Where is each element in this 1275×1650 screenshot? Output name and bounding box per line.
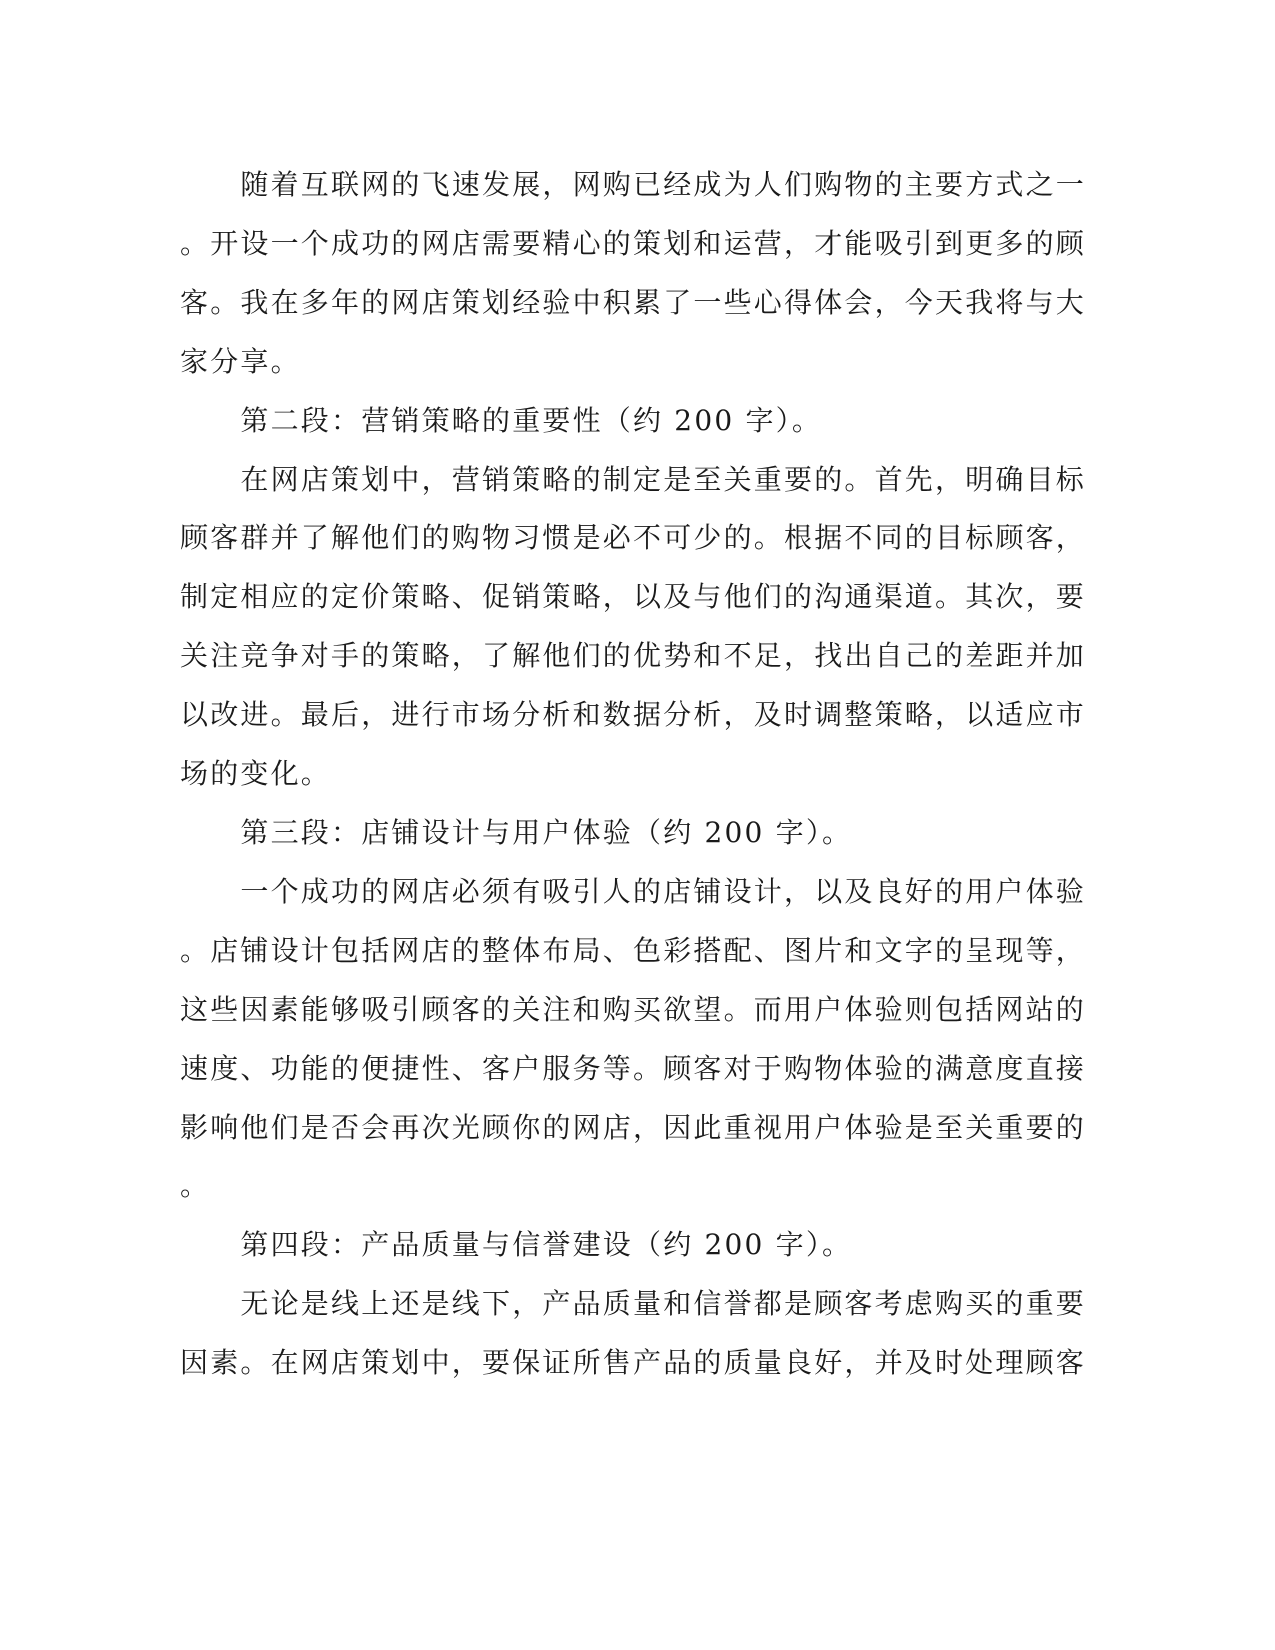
text-line: 在网店策划中，营销策略的制定是至关重要的。首先，明确目标 [180,462,1087,496]
text-line: 场的变化。 [180,757,332,791]
text-line: 无论是线上还是线下，产品质量和信誉都是顾客考虑购买的重要 [180,1287,1087,1321]
section-heading-4: 第四段：产品质量与信誉建设（约 200 字）。 [180,1228,853,1262]
text-line: 。 [180,1169,211,1203]
text-line: 影响他们是否会再次光顾你的网店，因此重视用户体验是至关重要的 [180,1110,1087,1144]
text-line: 客。我在多年的网店策划经验中积累了一些心得体会，今天我将与大 [180,285,1087,319]
text-line: 随着互联网的飞速发展，网购已经成为人们购物的主要方式之一 [180,168,1087,201]
text-line: 。店铺设计包括网店的整体布局、色彩搭配、图片和文字的呈现等， [180,933,1087,967]
text-line: 顾客群并了解他们的购物习惯是必不可少的。根据不同的目标顾客， [180,521,1087,555]
text-line: 以改进。最后，进行市场分析和数据分析，及时调整策略，以适应市 [180,698,1087,732]
text-line: 速度、功能的便捷性、客户服务等。顾客对于购物体验的满意度直接 [180,1051,1087,1085]
text-line: 。开设一个成功的网店需要精心的策划和运营，才能吸引到更多的顾 [180,226,1087,260]
text-line: 因素。在网店策划中，要保证所售产品的质量良好，并及时处理顾客 [180,1346,1087,1380]
text-line: 一个成功的网店必须有吸引人的店铺设计，以及良好的用户体验 [180,874,1087,908]
text-line: 家分享。 [180,344,301,378]
document-body [180,156,1087,1393]
text-line: 制定相应的定价策略、促销策略，以及与他们的沟通渠道。其次，要 [180,580,1087,614]
section-heading-3: 第三段：店铺设计与用户体验（约 200 字）。 [180,815,853,849]
text-line: 这些因素能够吸引顾客的关注和购买欲望。而用户体验则包括网站的 [180,992,1087,1026]
section-heading-2: 第二段：营销策略的重要性（约 200 字）。 [180,403,823,437]
text-line: 关注竞争对手的策略，了解他们的优势和不足，找出自己的差距并加 [180,639,1087,673]
